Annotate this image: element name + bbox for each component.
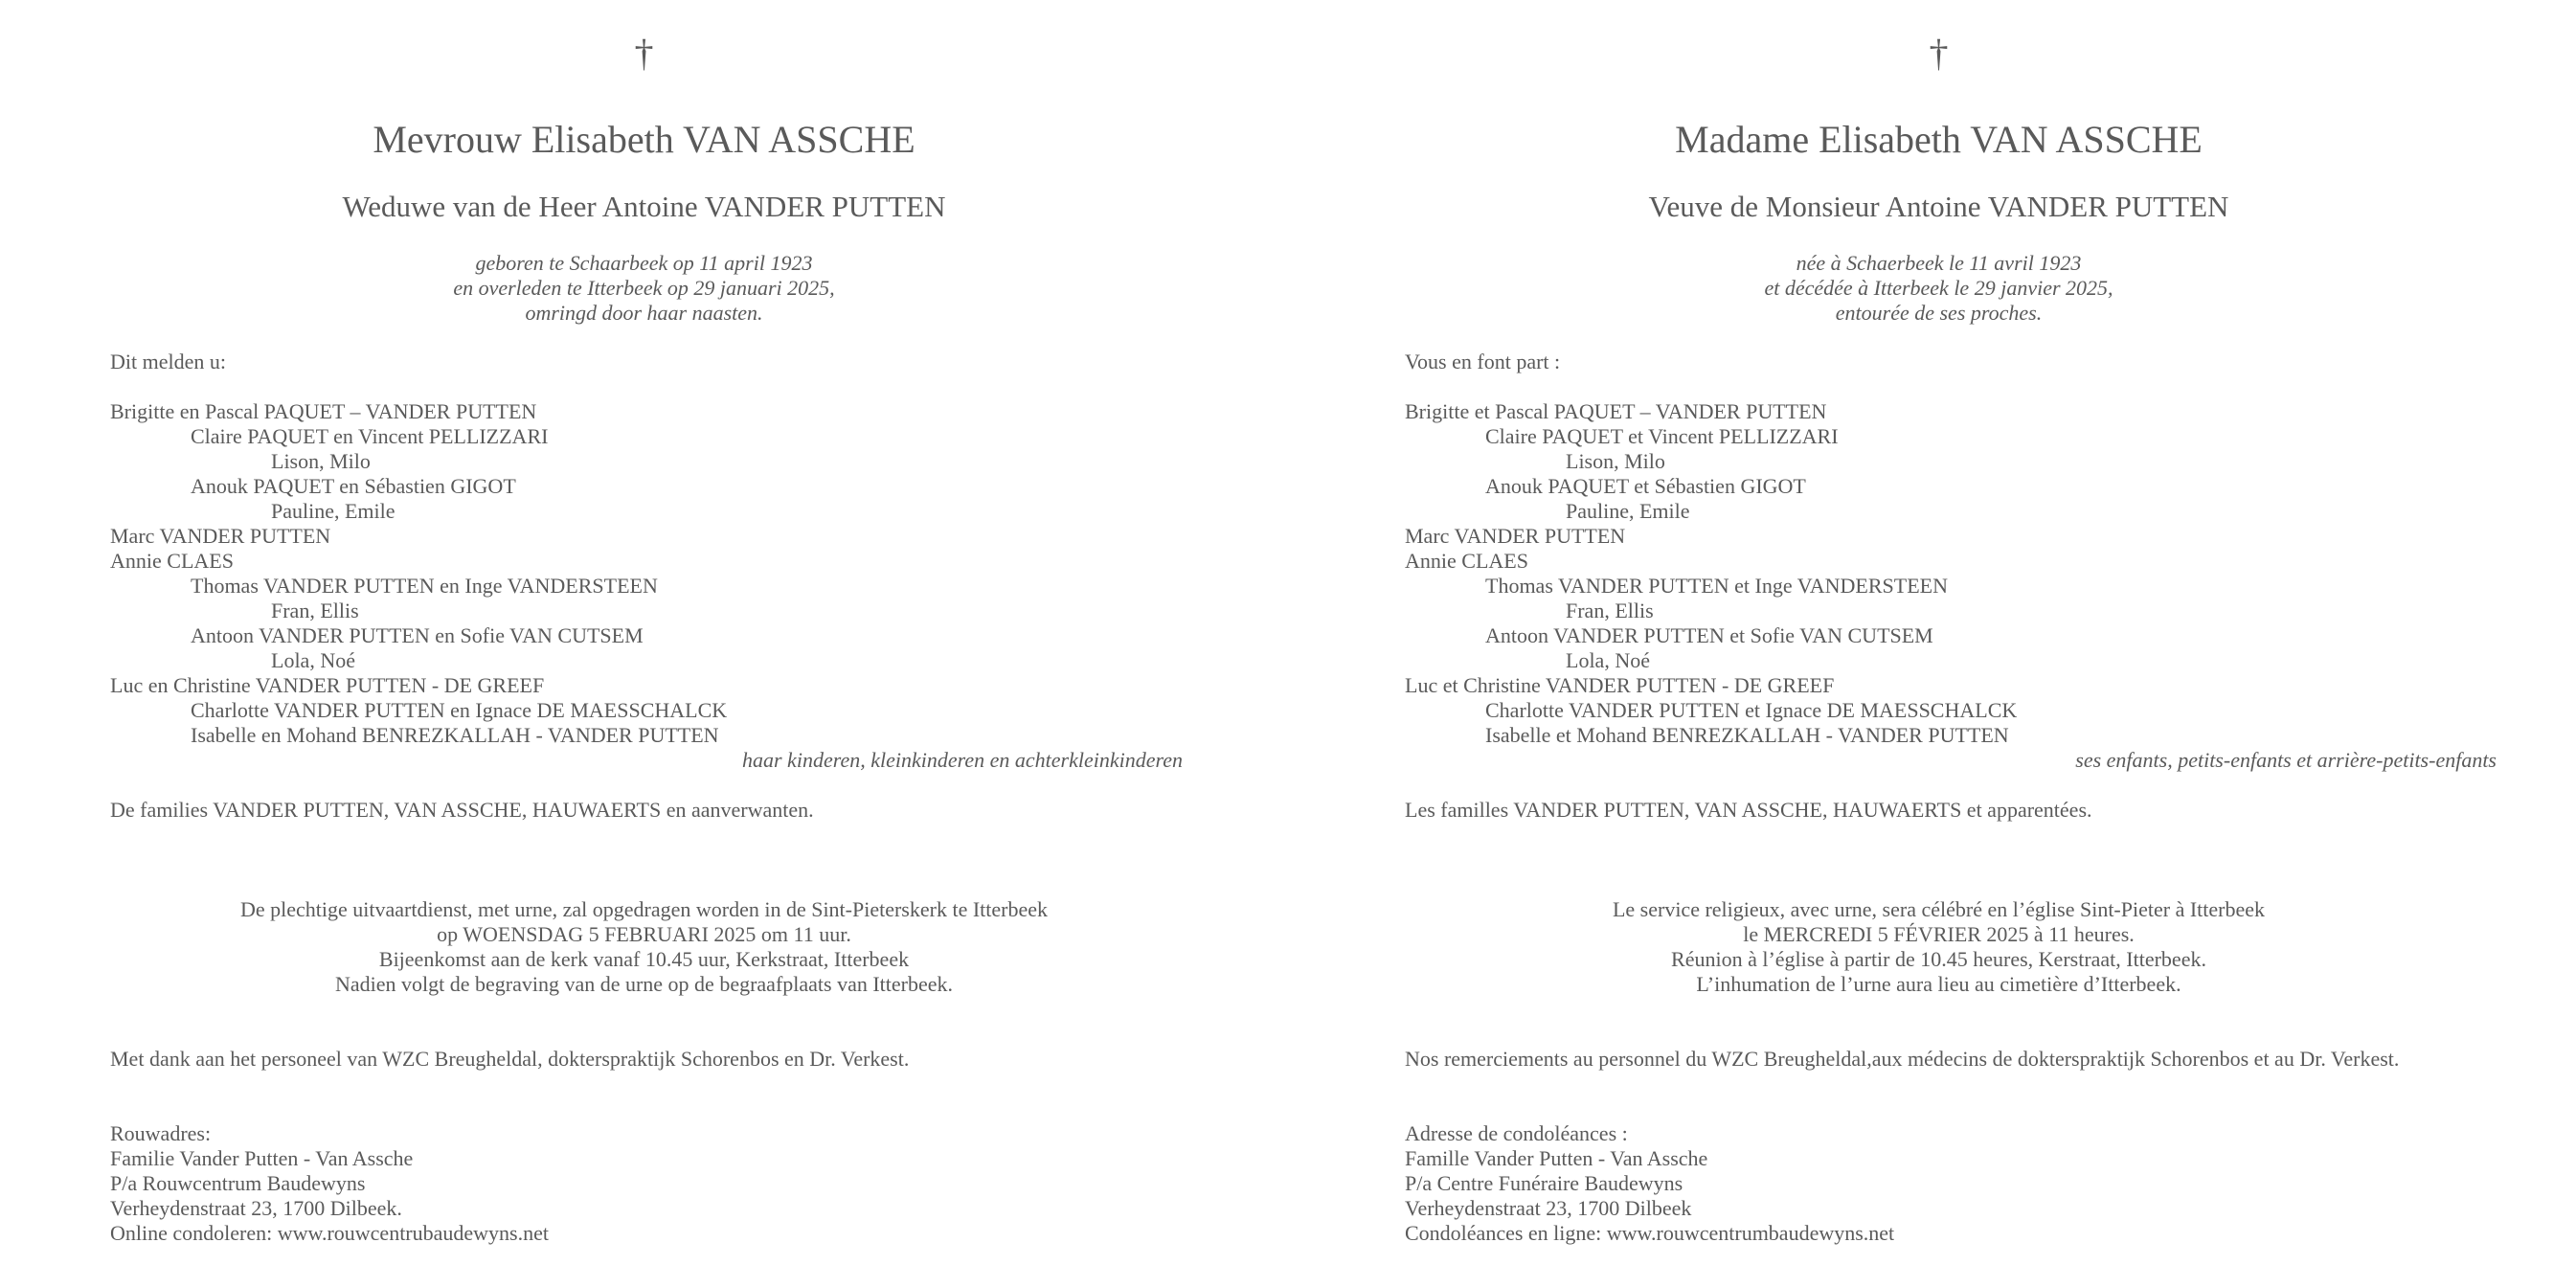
- family-member: Brigitte en Pascal PAQUET – VANDER PUTTEN: [110, 399, 537, 423]
- service-line: De plechtige uitvaartdienst, met urne, zal opgedragen worden in de Sint-Pieterskerk te Itterbeek: [239, 897, 1049, 921]
- family-member: Marc VANDER PUTTEN: [110, 524, 331, 548]
- cross-icon: †: [1929, 32, 1949, 75]
- family-member: Antoon VANDER PUTTEN en Sofie VAN CUTSEM: [191, 623, 644, 647]
- funeral-service: [1295, 897, 2576, 997]
- surrounded-line: entourée de ses proches.: [1835, 301, 2043, 325]
- relation-line: ses enfants, petits-enfants et arrière-petits-enfants: [2075, 748, 2497, 772]
- death-line: et décédée à Itterbeek le 29 janvier 2025,: [1764, 276, 2113, 300]
- funeral-service: [0, 897, 1288, 997]
- condolence-address: [1405, 1121, 1894, 1246]
- life-dates: [1295, 251, 2576, 326]
- family-member: Antoon VANDER PUTTEN et Sofie VAN CUTSEM: [1485, 623, 1933, 647]
- family-member: Charlotte VANDER PUTTEN et Ignace DE MAESSCHALCK: [1485, 698, 2018, 722]
- service-line: le MERCREDI 5 FÉVRIER 2025 à 11 heures.: [1743, 922, 2135, 946]
- family-member: Luc et Christine VANDER PUTTEN - DE GREEF: [1405, 673, 1835, 697]
- life-dates: [0, 251, 1288, 326]
- family-member: Annie CLAES: [110, 549, 234, 573]
- family-member: Anouk PAQUET et Sébastien GIGOT: [1485, 474, 1806, 498]
- birth-line: née à Schaerbeek le 11 avril 1923: [1796, 251, 2082, 275]
- family-member: Pauline, Emile: [1566, 499, 1690, 523]
- service-line: Bijeenkomst aan de kerk vanaf 10.45 uur, Kerkstraat, Itterbeek: [378, 947, 910, 971]
- service-line: L’inhumation de l’urne aura lieu au cimetière d’Itterbeek.: [1696, 972, 2181, 996]
- surrounded-line: omringd door haar naasten.: [525, 301, 763, 325]
- families-line: De families VANDER PUTTEN, VAN ASSCHE, HAUWAERTS en aanverwanten.: [110, 798, 814, 822]
- address-line: Adresse de condoléances :: [1405, 1121, 1628, 1145]
- family-member: Lola, Noé: [1566, 648, 1650, 672]
- condolence-address: [110, 1121, 549, 1246]
- family-member: Pauline, Emile: [271, 499, 395, 523]
- address-line: Condoléances en ligne: www.rouwcentrumbaudewyns.net: [1405, 1221, 1895, 1245]
- family-member: Fran, Ellis: [1566, 599, 1654, 622]
- deceased-name: Mevrouw Elisabeth VAN ASSCHE: [373, 118, 915, 161]
- address-line: Verheydenstraat 23, 1700 Dilbeek: [1405, 1196, 1692, 1220]
- family-member: Thomas VANDER PUTTEN et Inge VANDERSTEEN: [1485, 574, 1948, 598]
- address-line: Familie Vander Putten - Van Assche: [110, 1146, 414, 1170]
- deceased-name: Madame Elisabeth VAN ASSCHE: [1675, 118, 2203, 161]
- address-line: Online condoleren: www.rouwcentrubaudewyns.net: [110, 1221, 549, 1245]
- family-member: Marc VANDER PUTTEN: [1405, 524, 1626, 548]
- announcement-intro: Dit melden u:: [110, 350, 226, 373]
- family-list: [1405, 399, 2477, 748]
- service-line: Nadien volgt de begraving van de urne op de begraafplaats van Itterbeek.: [334, 972, 954, 996]
- family-member: Fran, Ellis: [271, 599, 359, 622]
- death-line: en overleden te Itterbeek op 29 januari 2025,: [453, 276, 835, 300]
- address-line: Famille Vander Putten - Van Assche: [1405, 1146, 1708, 1170]
- family-member: Thomas VANDER PUTTEN en Inge VANDERSTEEN: [191, 574, 658, 598]
- widow-line: Veuve de Monsieur Antoine VANDER PUTTEN: [1648, 190, 2229, 223]
- family-member: Isabelle et Mohand BENREZKALLAH - VANDER PUTTEN: [1485, 723, 2009, 747]
- family-member: Charlotte VANDER PUTTEN en Ignace DE MAESSCHALCK: [191, 698, 728, 722]
- family-member: Anouk PAQUET en Sébastien GIGOT: [191, 474, 516, 498]
- family-member: Brigitte et Pascal PAQUET – VANDER PUTTEN: [1405, 399, 1827, 423]
- relation-line: haar kinderen, kleinkinderen en achterkleinkinderen: [742, 748, 1183, 772]
- widow-line: Weduwe van de Heer Antoine VANDER PUTTEN: [342, 190, 946, 223]
- cross-icon: †: [634, 32, 654, 75]
- thanks-line: Met dank aan het personeel van WZC Breugheldal, dokterspraktijk Schorenbos en Dr. Verkest.: [110, 1047, 910, 1071]
- family-member: Isabelle en Mohand BENREZKALLAH - VANDER PUTTEN: [191, 723, 719, 747]
- announcement-intro: Vous en font part :: [1405, 350, 1561, 373]
- family-member: Lison, Milo: [271, 449, 371, 473]
- family-list: [110, 399, 1183, 748]
- address-line: P/a Centre Funéraire Baudewyns: [1405, 1171, 1683, 1195]
- thanks-line: Nos remerciements au personnel du WZC Breugheldal,aux médecins de dokterspraktijk Schorenbos et au Dr. Verkest.: [1405, 1047, 2400, 1071]
- family-member: Lola, Noé: [271, 648, 355, 672]
- address-line: Verheydenstraat 23, 1700 Dilbeek.: [110, 1196, 402, 1220]
- family-member: Lison, Milo: [1566, 449, 1665, 473]
- notice-french: [1295, 0, 2576, 1288]
- service-line: Réunion à l’église à partir de 10.45 heures, Kerstraat, Itterbeek.: [1671, 947, 2206, 971]
- service-line: Le service religieux, avec urne, sera célébré en l’église Sint-Pieter à Itterbeek: [1612, 897, 2266, 921]
- birth-line: geboren te Schaarbeek op 11 april 1923: [475, 251, 813, 275]
- families-line: Les familles VANDER PUTTEN, VAN ASSCHE, HAUWAERTS et apparentées.: [1405, 798, 2092, 822]
- address-line: Rouwadres:: [110, 1121, 212, 1145]
- family-member: Claire PAQUET et Vincent PELLIZZARI: [1485, 424, 1839, 448]
- family-member: Annie CLAES: [1405, 549, 1528, 573]
- family-member: Claire PAQUET en Vincent PELLIZZARI: [191, 424, 549, 448]
- family-member: Luc en Christine VANDER PUTTEN - DE GREEF: [110, 673, 545, 697]
- address-line: P/a Rouwcentrum Baudewyns: [110, 1171, 366, 1195]
- service-line: op WOENSDAG 5 FEBRUARI 2025 om 11 uur.: [437, 922, 851, 946]
